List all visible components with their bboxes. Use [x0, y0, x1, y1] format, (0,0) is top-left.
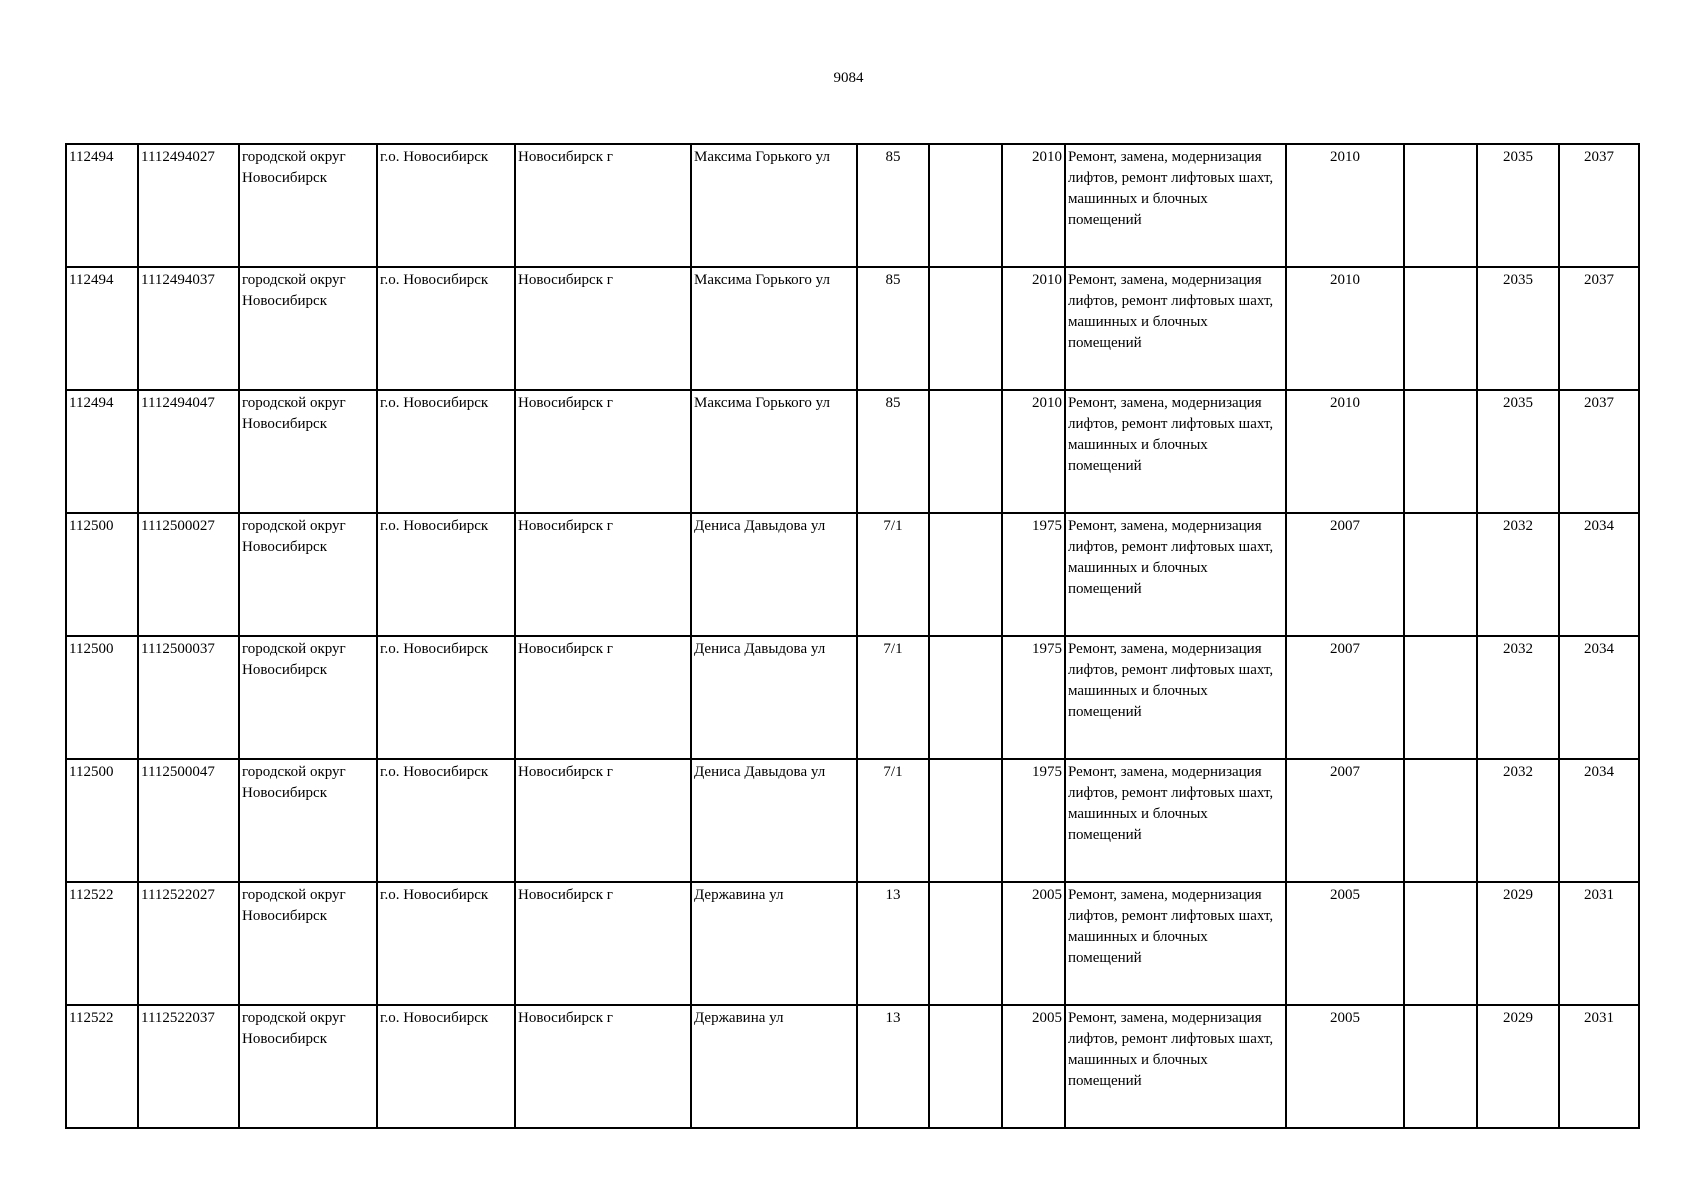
last-repair-year-cell: 2010	[1286, 267, 1404, 390]
street-cell: Державина ул	[691, 1005, 857, 1128]
locality-cell: Новосибирск г	[515, 882, 691, 1005]
element-code-cell: 1112494047	[138, 390, 239, 513]
last-repair-year-cell: 2005	[1286, 882, 1404, 1005]
object-id-cell: 112500	[66, 759, 138, 882]
planned-end-year-cell: 2037	[1559, 267, 1639, 390]
element-code-cell: 1112522037	[138, 1005, 239, 1128]
locality-cell: Новосибирск г	[515, 267, 691, 390]
blank-cell	[1404, 759, 1477, 882]
work-type-cell: Ремонт, замена, модернизация лифтов, ремонт лифтовых шахт, машинных и блочных помещений	[1065, 267, 1286, 390]
street-cell: Максима Горького ул	[691, 390, 857, 513]
work-type-cell: Ремонт, замена, модернизация лифтов, ремонт лифтовых шахт, машинных и блочных помещений	[1065, 1005, 1286, 1128]
municipality-cell: городской округ Новосибирск	[239, 267, 377, 390]
house-number-cell: 85	[857, 390, 929, 513]
district-cell: г.о. Новосибирск	[377, 759, 515, 882]
planned-end-year-cell: 2031	[1559, 882, 1639, 1005]
object-id-cell: 112522	[66, 882, 138, 1005]
district-cell: г.о. Новосибирск	[377, 390, 515, 513]
work-type-cell: Ремонт, замена, модернизация лифтов, ремонт лифтовых шахт, машинных и блочных помещений	[1065, 144, 1286, 267]
planned-start-year-cell: 2032	[1477, 759, 1559, 882]
commissioning-year-cell: 2005	[1002, 882, 1065, 1005]
commissioning-year-cell: 1975	[1002, 636, 1065, 759]
table-row	[66, 144, 1639, 267]
last-repair-year-cell: 2010	[1286, 390, 1404, 513]
house-number-cell: 7/1	[857, 636, 929, 759]
object-id-cell: 112500	[66, 636, 138, 759]
last-repair-year-cell: 2007	[1286, 513, 1404, 636]
blank-cell	[1404, 267, 1477, 390]
municipality-cell: городской округ Новосибирск	[239, 513, 377, 636]
municipality-cell: городской округ Новосибирск	[239, 882, 377, 1005]
work-type-cell: Ремонт, замена, модернизация лифтов, ремонт лифтовых шахт, машинных и блочных помещений	[1065, 636, 1286, 759]
planned-start-year-cell: 2035	[1477, 390, 1559, 513]
blank-cell	[1404, 513, 1477, 636]
object-id-cell: 112494	[66, 390, 138, 513]
planned-start-year-cell: 2032	[1477, 513, 1559, 636]
house-number-cell: 13	[857, 1005, 929, 1128]
blank-cell	[1404, 144, 1477, 267]
planned-start-year-cell: 2035	[1477, 267, 1559, 390]
locality-cell: Новосибирск г	[515, 636, 691, 759]
municipality-cell: городской округ Новосибирск	[239, 759, 377, 882]
street-cell: Дениса Давыдова ул	[691, 759, 857, 882]
element-code-cell: 1112494027	[138, 144, 239, 267]
work-type-cell: Ремонт, замена, модернизация лифтов, ремонт лифтовых шахт, машинных и блочных помещений	[1065, 390, 1286, 513]
street-cell: Максима Горького ул	[691, 144, 857, 267]
commissioning-year-cell: 2010	[1002, 390, 1065, 513]
table-row	[66, 882, 1639, 1005]
element-code-cell: 1112500027	[138, 513, 239, 636]
commissioning-year-cell: 2010	[1002, 144, 1065, 267]
house-number-cell: 85	[857, 267, 929, 390]
district-cell: г.о. Новосибирск	[377, 144, 515, 267]
municipality-cell: городской округ Новосибирск	[239, 1005, 377, 1128]
house-number-cell: 7/1	[857, 759, 929, 882]
commissioning-year-cell: 1975	[1002, 759, 1065, 882]
planned-start-year-cell: 2035	[1477, 144, 1559, 267]
register-table-body	[66, 144, 1639, 1128]
locality-cell: Новосибирск г	[515, 390, 691, 513]
street-cell: Дениса Давыдова ул	[691, 513, 857, 636]
work-type-cell: Ремонт, замена, модернизация лифтов, ремонт лифтовых шахт, машинных и блочных помещений	[1065, 882, 1286, 1005]
commissioning-year-cell: 1975	[1002, 513, 1065, 636]
table-row	[66, 267, 1639, 390]
last-repair-year-cell: 2010	[1286, 144, 1404, 267]
locality-cell: Новосибирск г	[515, 144, 691, 267]
planned-end-year-cell: 2034	[1559, 513, 1639, 636]
object-id-cell: 112522	[66, 1005, 138, 1128]
locality-cell: Новосибирск г	[515, 759, 691, 882]
district-cell: г.о. Новосибирск	[377, 882, 515, 1005]
house-number-cell: 13	[857, 882, 929, 1005]
building-letter-cell	[929, 636, 1002, 759]
blank-cell	[1404, 882, 1477, 1005]
district-cell: г.о. Новосибирск	[377, 267, 515, 390]
street-cell: Максима Горького ул	[691, 267, 857, 390]
planned-end-year-cell: 2037	[1559, 144, 1639, 267]
table-row	[66, 1005, 1639, 1128]
district-cell: г.о. Новосибирск	[377, 513, 515, 636]
street-cell: Державина ул	[691, 882, 857, 1005]
locality-cell: Новосибирск г	[515, 513, 691, 636]
last-repair-year-cell: 2007	[1286, 759, 1404, 882]
commissioning-year-cell: 2005	[1002, 1005, 1065, 1128]
building-letter-cell	[929, 267, 1002, 390]
municipality-cell: городской округ Новосибирск	[239, 390, 377, 513]
element-code-cell: 1112522027	[138, 882, 239, 1005]
commissioning-year-cell: 2010	[1002, 267, 1065, 390]
district-cell: г.о. Новосибирск	[377, 636, 515, 759]
house-number-cell: 85	[857, 144, 929, 267]
planned-end-year-cell: 2034	[1559, 759, 1639, 882]
building-letter-cell	[929, 882, 1002, 1005]
planned-end-year-cell: 2034	[1559, 636, 1639, 759]
work-type-cell: Ремонт, замена, модернизация лифтов, ремонт лифтовых шахт, машинных и блочных помещений	[1065, 513, 1286, 636]
planned-end-year-cell: 2037	[1559, 390, 1639, 513]
page-number: 9084	[833, 70, 864, 86]
object-id-cell: 112494	[66, 144, 138, 267]
locality-cell: Новосибирск г	[515, 1005, 691, 1128]
building-letter-cell	[929, 1005, 1002, 1128]
planned-start-year-cell: 2029	[1477, 1005, 1559, 1128]
building-letter-cell	[929, 390, 1002, 513]
municipality-cell: городской округ Новосибирск	[239, 144, 377, 267]
work-type-cell: Ремонт, замена, модернизация лифтов, ремонт лифтовых шахт, машинных и блочных помещений	[1065, 759, 1286, 882]
building-letter-cell	[929, 144, 1002, 267]
element-code-cell: 1112500037	[138, 636, 239, 759]
element-code-cell: 1112494037	[138, 267, 239, 390]
last-repair-year-cell: 2005	[1286, 1005, 1404, 1128]
table-row	[66, 759, 1639, 882]
object-id-cell: 112494	[66, 267, 138, 390]
last-repair-year-cell: 2007	[1286, 636, 1404, 759]
municipality-cell: городской округ Новосибирск	[239, 636, 377, 759]
planned-start-year-cell: 2029	[1477, 882, 1559, 1005]
district-cell: г.о. Новосибирск	[377, 1005, 515, 1128]
table-row	[66, 390, 1639, 513]
blank-cell	[1404, 390, 1477, 513]
table-row	[66, 636, 1639, 759]
register-table	[65, 143, 1640, 1129]
building-letter-cell	[929, 759, 1002, 882]
street-cell: Дениса Давыдова ул	[691, 636, 857, 759]
blank-cell	[1404, 1005, 1477, 1128]
house-number-cell: 7/1	[857, 513, 929, 636]
planned-start-year-cell: 2032	[1477, 636, 1559, 759]
planned-end-year-cell: 2031	[1559, 1005, 1639, 1128]
building-letter-cell	[929, 513, 1002, 636]
table-row	[66, 513, 1639, 636]
blank-cell	[1404, 636, 1477, 759]
object-id-cell: 112500	[66, 513, 138, 636]
element-code-cell: 1112500047	[138, 759, 239, 882]
